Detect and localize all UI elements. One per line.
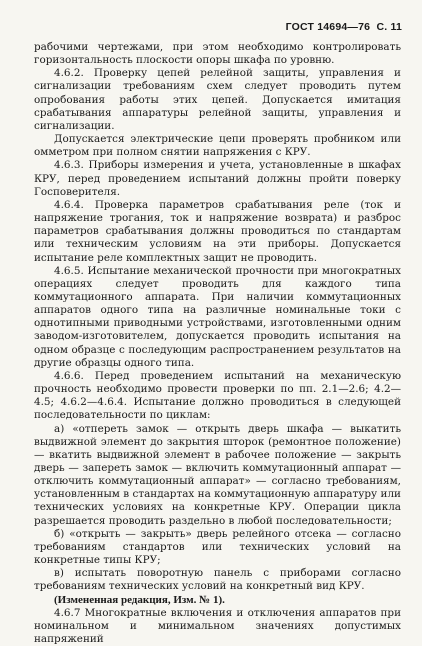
paragraph-4-6-2: 4.6.2. Проверку цепей релейной защиты, управления и сигнализации требованиям схем следует проводить путем опробования работы этих цепей. Допускается имитация срабатывания аппаратуры релейной защиты, управления и сигнализации. [34,67,401,132]
paragraph-continuation: рабочими чертежами, при этом необходимо контролировать горизонтальность плоскости опоры шкафа по уровню. [34,41,401,67]
page-number: С. 11 [376,21,402,33]
paragraph-item-v: в) испытать поворотную панель с приборами согласно требованиям технических условий на конкретный вид КРУ. [34,567,401,593]
paragraph-item-a: а) «отпереть замок — открыть дверь шкафа — выкатить выдвижной элемент до закрытия шторок (ремонтное положение) — вкатить выдвижной элемент в рабочее положение — закрыть дверь — запереть замок — включить коммутационный аппарат — отключить коммутационный аппарат» — согласно требованиям, установленным в стандартах на коммутационную аппаратуру или технических условиях на конкретные КРУ. Операции цикла разрешается проводить раздельно в любой последовательности; [34,422,401,527]
amendment-note: (Измененная редакция, Изм. № 1). [54,593,225,606]
paragraph-4-6-7: 4.6.7 Многократные включения и отключения аппаратов при номинальном и минимальном значениях допустимых напряжений [34,606,401,646]
paragraph-4-6-4: 4.6.4. Проверка параметров срабатывания реле (ток и напряжение трогания, ток и напряжение возврата) и разброс параметров срабатывания должны проводиться по стандартам или техническим условиям на эти приборы. Допускается испытание реле комплектных защит не проводить. [34,198,401,264]
paragraph-item-b: б) «открыть — закрыть» дверь релейного отсека — согласно требованиям стандартов или технических условий на конкретные типы КРУ; [34,527,401,567]
paragraph-4-6-3: 4.6.3. Приборы измерения и учета, установленные в шкафах КРУ, перед проведением испытаний должны пройти поверку Госповерителя. [34,159,401,198]
page-header [286,21,402,33]
paragraph-4-6-2-note: Допускается электрические цепи проверять пробником или омметром при полном снятии напряжения с КРУ. [34,133,401,159]
paragraph-4-6-5: 4.6.5. Испытание механической прочности при многократных операциях следует проводить для каждого типа коммутационного аппарата. При наличии коммутационных аппаратов одного типа на различные номинальные токи с однотипными приводными устройствами, изготовленными одним заводом-изготовителем, допускается проводить испытания на одном образце с последующим распространением результатов на другие образцы одного типа. [34,264,401,369]
paragraph-4-6-6: 4.6.6. Перед проведением испытаний на механическую прочность необходимо провести проверки по пп. 2.1—2.6; 4.2—4.5; 4.6.2—4.6.4. Испытание должно проводиться в следующей последовательности по циклам: [34,369,401,422]
document-body [34,41,401,646]
standard-number: ГОСТ 14694—76 [285,21,371,33]
